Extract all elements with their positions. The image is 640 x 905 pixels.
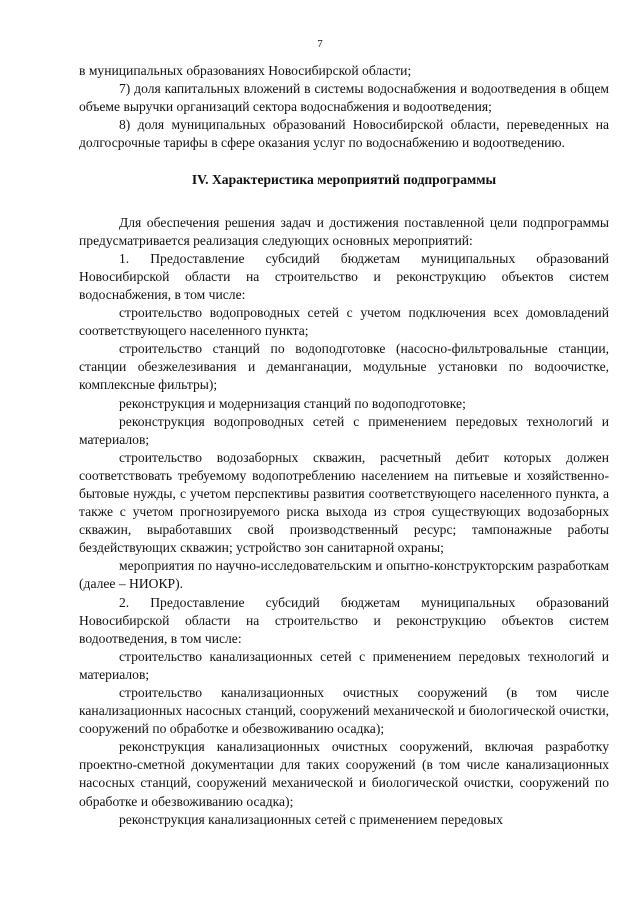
measure-2-heading: 2. Предоставление субсидий бюджетам муниципальных образований Новосибирской области на строительство и реконструкцию объектов систем водоотведения, в том числе:: [79, 594, 609, 646]
measure-1-item: мероприятия по научно-исследовательским и опытно-конструкторским разработкам (далее – НИОКР).: [79, 558, 609, 592]
section-title: IV. Характеристика мероприятий подпрограммы: [191, 172, 497, 188]
measure-1-item: строительство станций по водоподготовке (насосно-фильтровальные станции, станции обезжелезивания и деманганации, модульные установки по водоочистке, комплексные фильтры);: [79, 341, 609, 393]
measure-1-item: реконструкция водопроводных сетей с применением передовых технологий и материалов;: [79, 413, 609, 447]
page-number: 7: [317, 38, 323, 50]
intro-paragraph: Для обеспечения решения задач и достижения поставленной цели подпрограммы предусматривается реализация следующих основных мероприятий:: [79, 214, 609, 248]
list-item-7: 7) доля капитальных вложений в системы водоснабжения и водоотведения в общем объеме выручки организаций сектора водоснабжения и водоотведения;: [79, 81, 609, 115]
measure-1-item: строительство водозаборных скважин, расчетный дебит которых должен соответствовать требуемому водопотреблению населением на питьевые и хозяйственно-бытовые нужды, с учетом перспективы развития соответствующего населенного пункта, а также с учетом прогнозируемого риска выхода из строя существующих водозаборных скважин, выработавших свой производственный ресурс; тампонажные работы бездействующих скважин; устройство зон санитарной охраны;: [79, 449, 609, 556]
measure-2-item: реконструкция канализационных очистных сооружений, включая разработку проектно-сметной документации для таких сооружений (в том числе канализационных насосных станций, сооружений механической и биологической очистки, сооружений по обработке и обезвоживанию осадка);: [79, 739, 609, 809]
paragraph-continuation: в муниципальных образованиях Новосибирской области;: [79, 63, 412, 78]
measure-2-item: реконструкция канализационных сетей с применением передовых: [119, 811, 503, 827]
list-item-8: 8) доля муниципальных образований Новосибирской области, переведенных на долгосрочные тарифы в сфере оказания услуг по водоснабжению и водоотведению.: [79, 117, 609, 151]
document-body: [79, 62, 609, 829]
measure-1-item: реконструкция и модернизация станций по водоподготовке;: [119, 395, 466, 411]
measure-2-item: строительство канализационных сетей с применением передовых технологий и материалов;: [79, 648, 609, 682]
measure-1-heading: 1. Предоставление субсидий бюджетам муниципальных образований Новосибирской области на строительство и реконструкцию объектов систем водоснабжения, в том числе:: [79, 250, 609, 302]
measure-1-item: строительство водопроводных сетей с учетом подключения всех домовладений соответствующего населенного пункта;: [79, 305, 609, 339]
measure-2-item: строительство канализационных очистных сооружений (в том числе канализационных насосных станций, сооружений механической и биологической очистки, сооружений по обработке и обезвоживанию осадка);: [79, 685, 609, 737]
